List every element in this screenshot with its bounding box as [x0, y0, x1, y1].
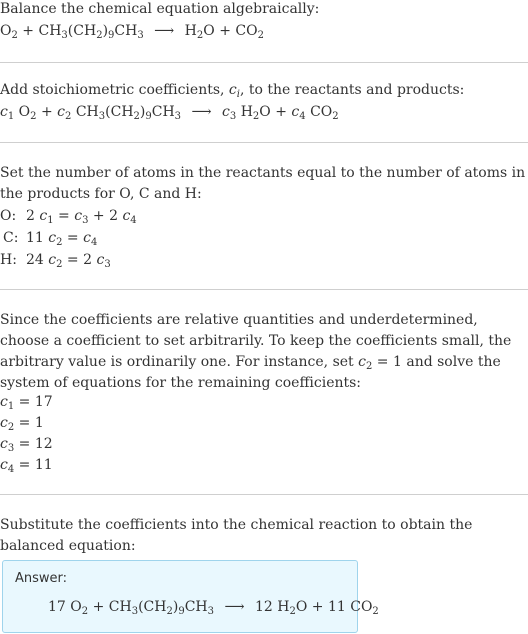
coefficient-equation: $c_1$ $O_2 + c_2$ $CH_3(CH_2)_9CH_3$ ⟶ $c_3$ $H_2O + c_4$ $CO_2$	[0, 104, 339, 122]
atom-equation-o: O: 2 $c_1 = c_3 + 2$ $c_4$	[0, 208, 137, 226]
divider	[0, 494, 528, 495]
solution-c2: $c_2 = 1$	[0, 415, 44, 433]
answer-label: Answer:	[15, 571, 68, 586]
step2-intro: Add stoichiometric coefficients, $c_i$, to the reactants and products:	[0, 82, 465, 100]
divider	[0, 62, 528, 63]
divider	[0, 142, 528, 143]
divider	[0, 289, 528, 290]
atom-equation-c: C: 11 $c_2 = c_4$	[3, 230, 98, 248]
step5-intro: Substitute the coefficients into the chemical reaction to obtain the balanced equation:	[0, 517, 473, 554]
balanced-equation: 17 $O_2 + CH_3(CH_2)_9CH_3$ ⟶ 12 $H_2O + 11$ $CO_2$	[48, 599, 379, 617]
step3-intro: Set the number of atoms in the reactants equal to the number of atoms in the products for O, C and H:	[0, 165, 526, 202]
solution-c1: $c_1 = 17$	[0, 394, 53, 412]
unbalanced-equation: $O_2 + CH_3(CH_2)_9CH_3$ ⟶ $H_2O + CO_2$	[0, 23, 264, 41]
solution-c4: $c_4 = 11$	[0, 457, 53, 475]
solution-c3: $c_3 = 12$	[0, 436, 53, 454]
atom-equation-h: H: 24 $c_2 = 2$ $c_3$	[0, 252, 111, 270]
answer-box	[2, 560, 379, 633]
step4-intro: Since the coefficients are relative quantities and underdetermined, choose a coefficient to set arbitrarily. To keep the coefficients small, the arbitrary value is ordinarily one. For instance, set $c_2 = 1$ and solve the system of equations for the remaining coefficients:	[0, 312, 512, 391]
step1-intro: Balance the chemical equation algebraically:	[0, 1, 320, 17]
